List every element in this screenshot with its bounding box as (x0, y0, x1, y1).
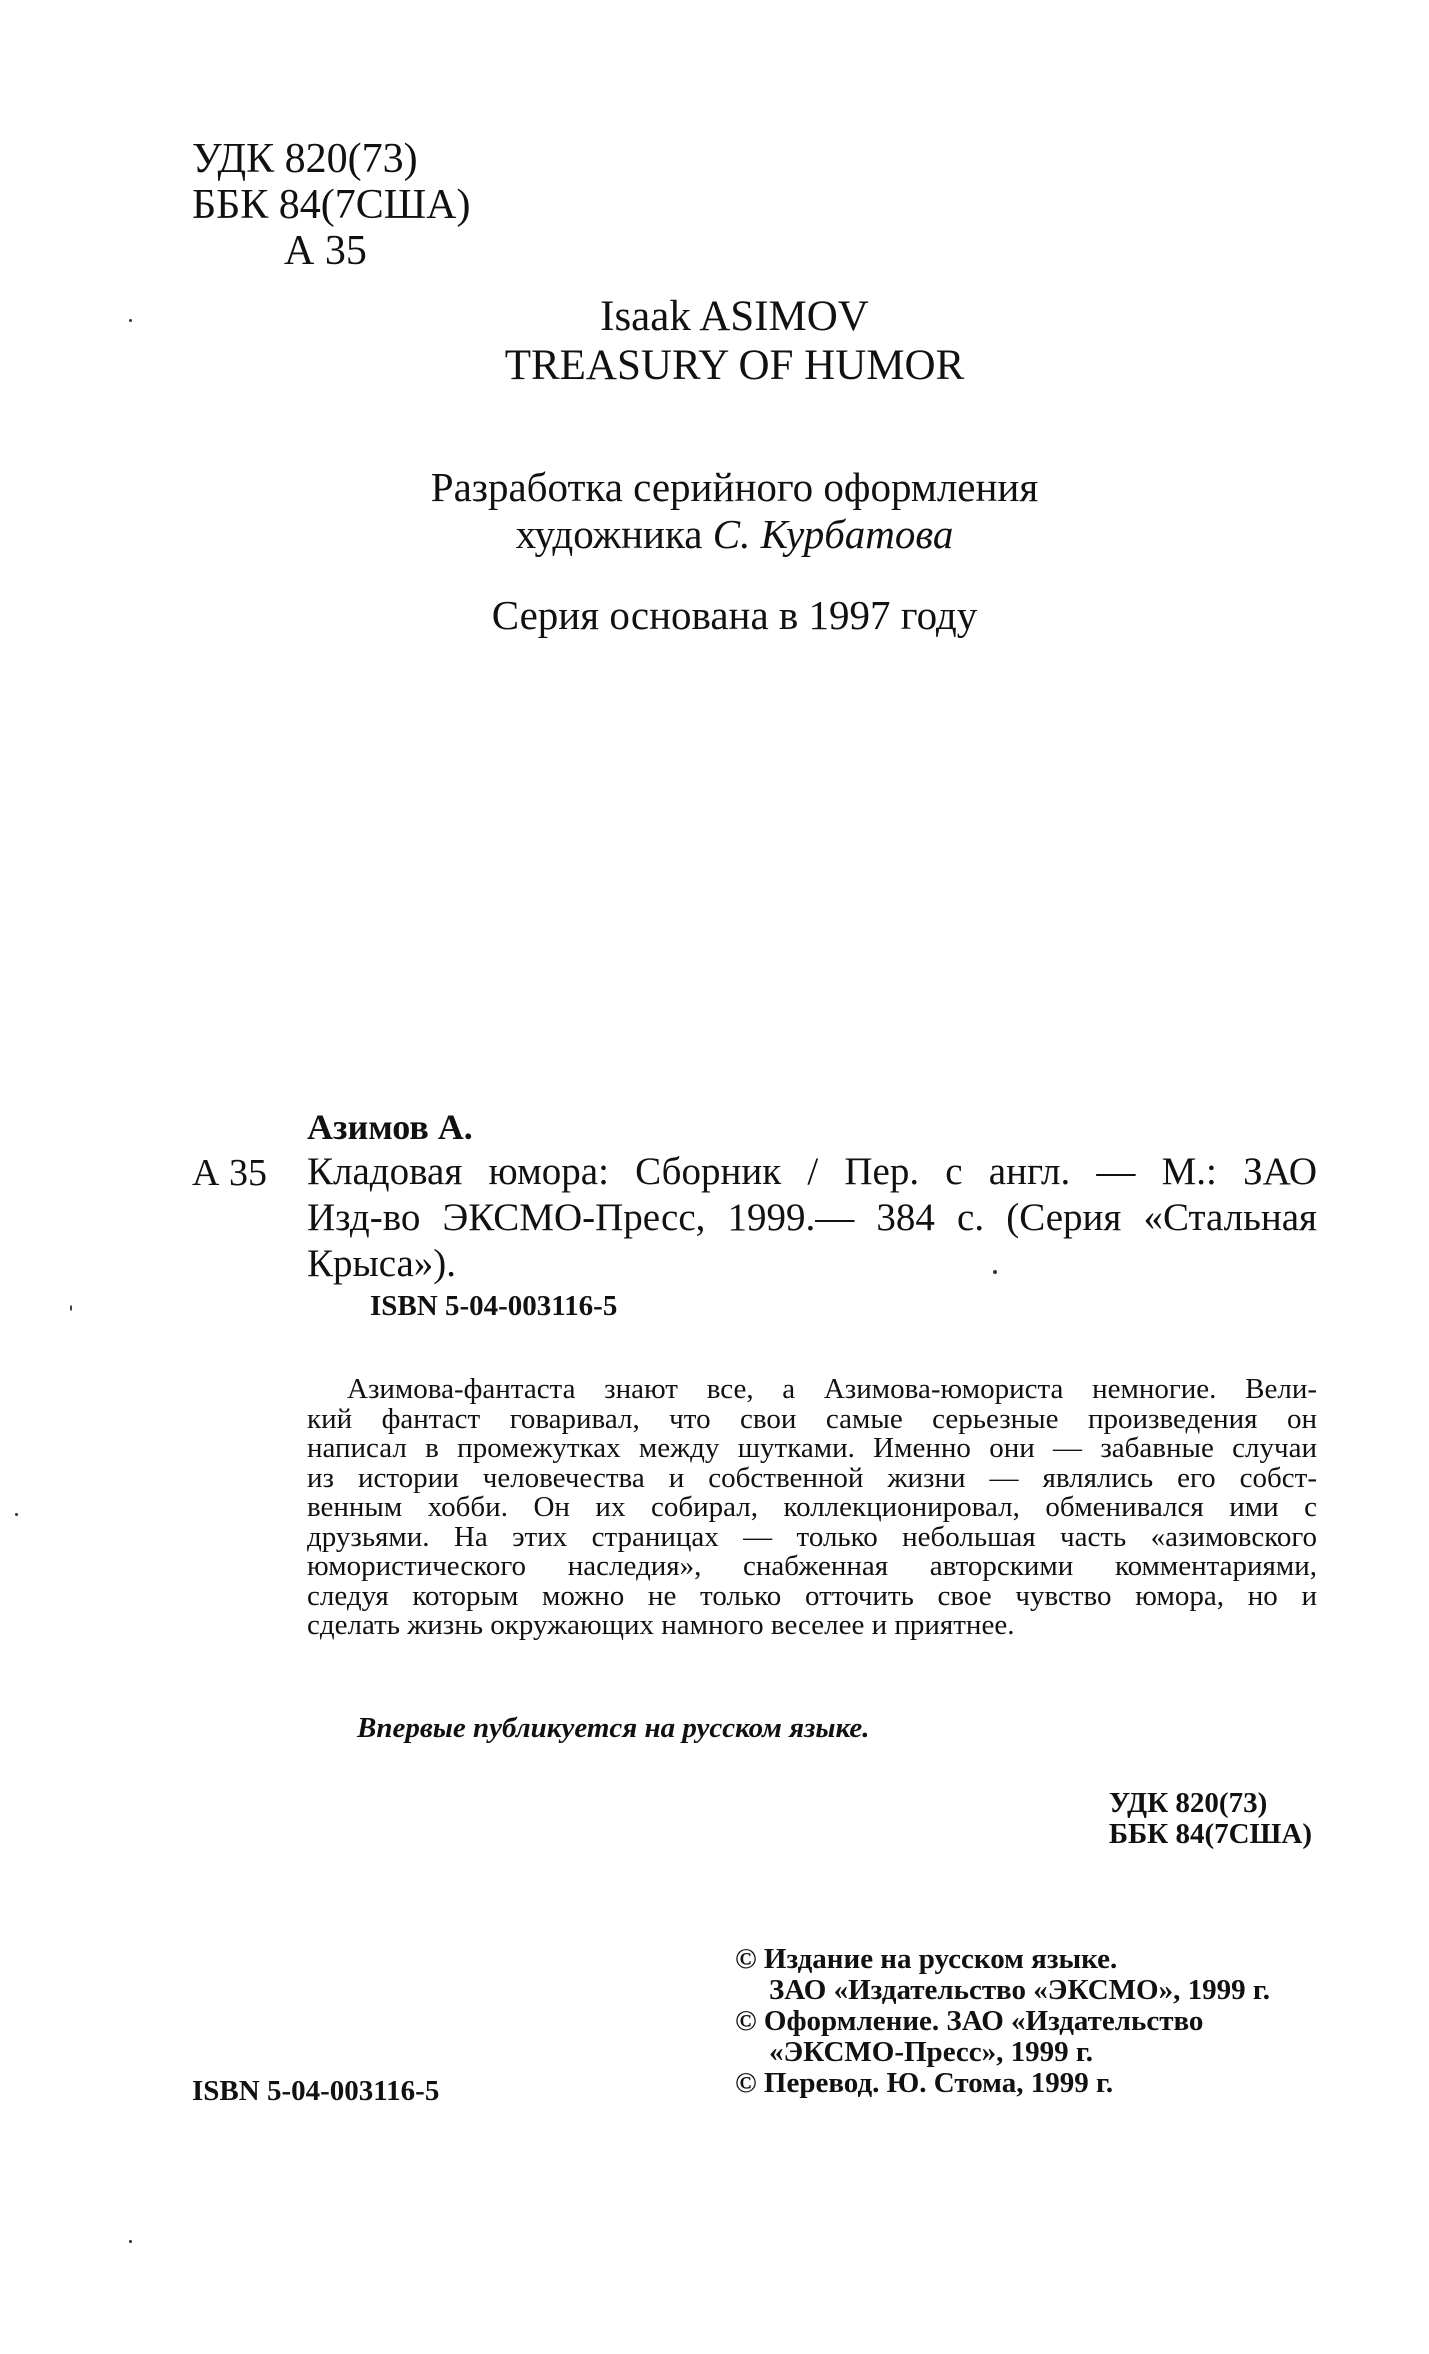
biblio-description (307, 1149, 1317, 1287)
annotation-line: друзьями. На этих страницах — только небольшая часть «азимовского (307, 1520, 1317, 1553)
annotation-line: юмористического наследия», снабженная авторскими комментариями, (307, 1550, 1317, 1582)
bbk-code-bottom: ББК 84(7США) (1108, 1818, 1312, 1850)
series-design-credit (0, 464, 1429, 558)
biblio-isbn: ISBN 5-04-003116-5 (370, 1290, 618, 1322)
original-author: Isaak ASIMOV (600, 293, 869, 340)
classification-block-bottom (1109, 1788, 1312, 1850)
first-publication-note: Впервые публикуется на русском языке. (357, 1712, 870, 1744)
copyright-line: © Перевод. Ю. Стома, 1999 г. (735, 2067, 1114, 2099)
annotation-line: Азимова-фантаста знают все, а Азимова-юмориста немногие. Вели- (347, 1373, 1317, 1405)
artist-name: С. Курбатова (712, 511, 954, 557)
copyright-line: ЗАО «Издательство «ЭКСМО», 1999 г. (769, 1974, 1271, 2006)
scan-speck (15, 1513, 18, 1516)
biblio-line: Крыса»). (307, 1242, 457, 1285)
annotation-line: венным хобби. Он их собирал, коллекционировал, обменивался ими с (307, 1491, 1317, 1523)
biblio-author: Азимов А. (307, 1107, 473, 1147)
scan-speck (129, 319, 132, 322)
biblio-line: Изд-во ЭКСМО-Пресс, 1999.— 384 с. (Серия «Стальная (307, 1196, 1317, 1239)
annotation-line: из истории человечества и собственной жизни — являлись его собст- (307, 1461, 1317, 1494)
classification-block-top (192, 136, 470, 274)
annotation-line: кий фантаст говаривал, что свои самые серьезные произведения он (307, 1402, 1317, 1435)
annotation-line: написал в промежутках между шутками. Именно они — забавные случаи (307, 1432, 1317, 1464)
biblio-line: Кладовая юмора: Сборник / Пер. с англ. — М.: ЗАО (307, 1150, 1317, 1193)
biblio-author-mark: А 35 (192, 1152, 267, 1194)
copyright-block (735, 1944, 1270, 2099)
design-credit-prefix: художника (515, 511, 713, 557)
design-credit-line1: Разработка серийного оформления (430, 464, 1039, 510)
udk-code: УДК 820(73) (192, 136, 418, 182)
original-title: TREASURY OF HUMOR (504, 342, 965, 389)
scan-speck (993, 1270, 997, 1274)
bbk-code: ББК 84(7США) (192, 182, 471, 228)
design-credit-line2 (40, 511, 1429, 558)
copyright-line: © Издание на русском языке. (735, 1943, 1118, 1975)
annotation (307, 1375, 1317, 1641)
udk-code-bottom: УДК 820(73) (1108, 1787, 1268, 1819)
annotation-line: следуя которым можно не только отточить свое чувство юмора, но и (307, 1579, 1317, 1612)
annotation-line: сделать жизнь окружающих намного веселее и приятнее. (307, 1609, 1015, 1641)
author-mark: А 35 (284, 228, 367, 274)
isbn-bottom: ISBN 5-04-003116-5 (192, 2075, 440, 2107)
original-title-block (0, 292, 1429, 390)
scan-speck (129, 2240, 132, 2243)
series-founded: Серия основана в 1997 году (491, 592, 978, 638)
copyright-line: © Оформление. ЗАО «Издательство (735, 2005, 1204, 2037)
scan-speck (70, 1305, 72, 1311)
copyright-line: «ЭКСМО-Пресс», 1999 г. (769, 2036, 1094, 2068)
